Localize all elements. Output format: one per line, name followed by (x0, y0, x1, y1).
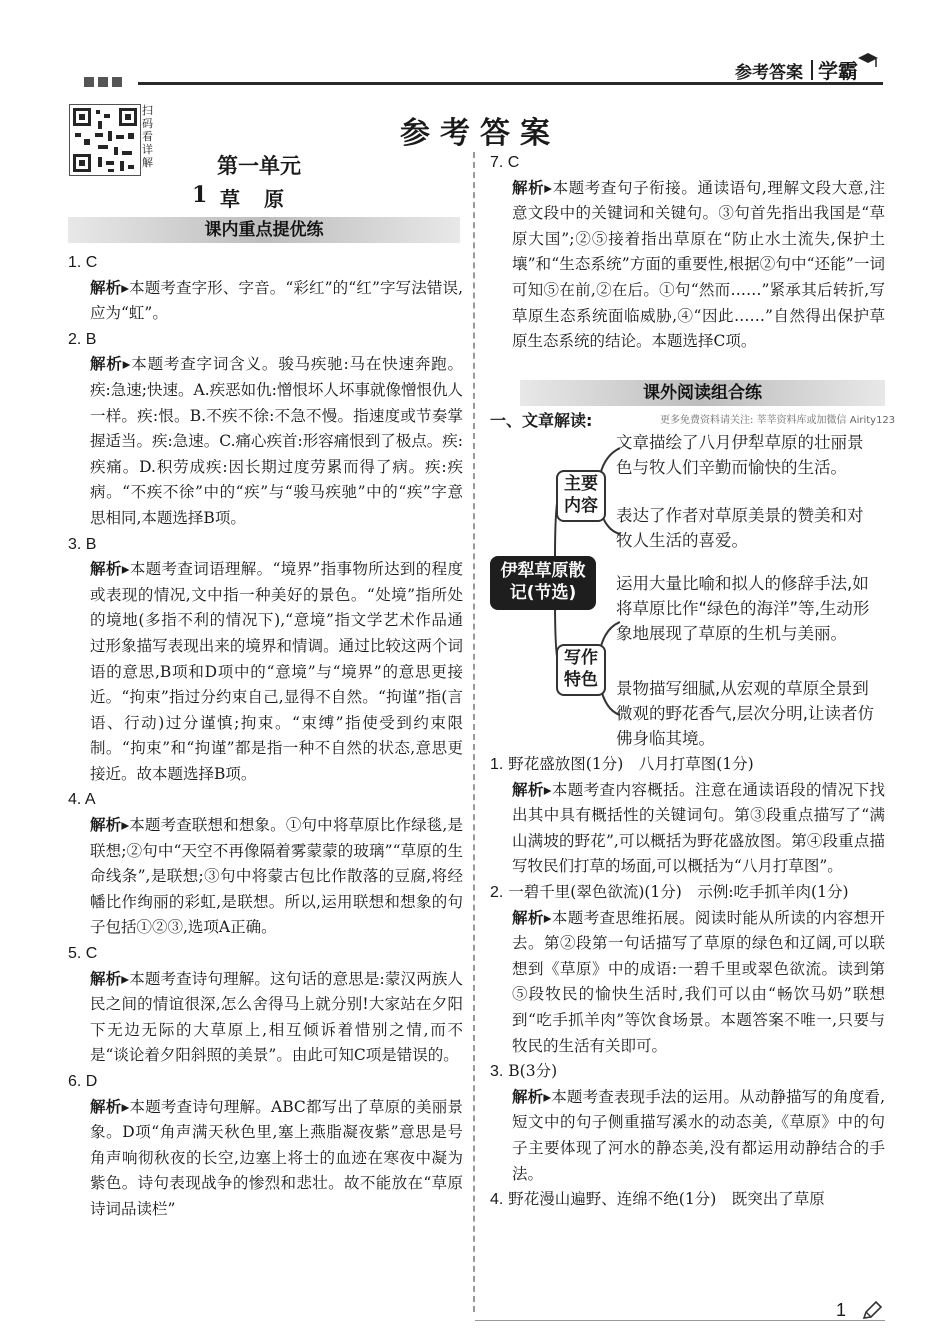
page-title: 参考答案 (400, 116, 560, 151)
lesson-number: 1 (192, 182, 208, 208)
item-number: 1. C (68, 254, 98, 271)
reading-answer-3 (490, 1059, 885, 1187)
answer-text: 野花盛放图(1分) 八月打草图(1分) (508, 755, 754, 773)
mindmap-branch-writing-feature (556, 644, 606, 696)
qr-code[interactable] (69, 104, 141, 176)
pencil-icon (860, 1300, 884, 1326)
answer-text: B(3分) (508, 1062, 558, 1081)
analysis-label: 解析▸ (90, 816, 130, 835)
analysis-text: 本题考查字形、字音。“彩红”的“红”字写法错误,应为“虹”。 (90, 278, 464, 323)
item-number: 3. (490, 1063, 504, 1081)
section-band-extra-reading: 课外阅读组合练 (520, 380, 885, 406)
column-divider (473, 152, 475, 1312)
answer-item-3 (68, 532, 463, 788)
item-number: 5. C (68, 945, 98, 963)
analysis-text: 本题考查词语理解。“境界”指事物所达到的程度或表现的情况,文中指一种美好的景色。“处境”指所处的境地(多指不利的情况下),“意境”指文学艺术作品通过形象描写表现出来的境界和情调。通过比较这两个词语的意思,B项和D项中的“意境”与“境界”的意思更接近。“拘束”指过分约束自己,显得不自然。“拘谨”指(言语、行动)过分谨慎;拘束。“束缚”指使受到约束限制。“拘束”和“拘谨”都是指一种不自然的状态,意思更接近。故本题选择B项。 (90, 560, 463, 783)
mindmap-leaf-2: 表达了作者对草原美景的赞美和对牧人生活的喜爱。 (616, 506, 864, 550)
analysis-label: 解析▸ (512, 908, 552, 927)
mindmap-center (490, 556, 596, 610)
analysis-text: 本题考查字词含义。骏马疾驰:马在快速奔跑。疾:急速;快速。A.疾恶如仇:憎恨坏人坏事就像憎恨仇人一样。疾:恨。B.不疾不徐:不急不慢。指速度或节奏掌握适当。疾:急速。C.痛心疾首:形容痛恨到了极点。疾:疾痛。D.积劳成疾:因长期过度劳累而得了病。疾:疾病。“不疾不徐”中的“疾”与“骏马疾驰”中的“疾”字意思相同,本题选择B项。 (90, 355, 463, 527)
analysis-label: 解析▸ (512, 178, 552, 197)
analysis-text: 本题考查内容概括。注意在通读语段的情况下找出其中具有概括性的关键词句。第③段重点描写了“满山满坡的野花”,可以概括为野花盛放图。第④段重点描写牧民们打草的场面,可以概括为“八月打草图”。 (512, 780, 885, 876)
answer-item-4 (68, 787, 463, 941)
mindmap-leaf-1: 文章描绘了八月伊犁草原的壮丽景色与牧人们辛勤而愉快的生活。 (616, 433, 864, 477)
item-number: 1. (490, 756, 504, 773)
lesson-title: 草 原 (220, 187, 286, 211)
header-divider (811, 60, 813, 80)
analysis-text: 本题考查表现手法的运用。从动静描写的角度看,短文中的句子侧重描写溪水的动态美,《草原》中的句子主要体现了河水的静态美,没有都运用动静结合的手法。 (512, 1087, 886, 1183)
answer-text: 野花漫山遍野、连绵不绝(1分) 既突出了草原 (508, 1190, 825, 1209)
item-number: 6. D (68, 1073, 98, 1090)
answer-item-2 (68, 327, 463, 532)
branch-label: 写作特色 (564, 648, 598, 690)
analysis-text: 本题考查句子衔接。通读语句,理解文段大意,注意文段中的关键词和关键句。③句首先指出我国是“草原大国”;②⑤接着指出草原在“防止水土流失,保护土壤”和“生态系统”方面的重要性,根据②句中“还能”一词可知⑤在前,②在后。①句“然而……”紧承其后转折,写草原生态系统面临威胁,④“因此……”自然得出保护草原生态系统的结论。本题选择C项。 (512, 178, 886, 351)
item-number: 7. C (490, 154, 520, 171)
header-section-label: 参考答案 (735, 63, 803, 83)
mindmap-leaf-4: 景物描写细腻,从宏观的草原全景到微观的野花香气,层次分明,让读者仿佛身临其境。 (616, 679, 874, 748)
unit-title: 第一单元 (217, 154, 301, 178)
analysis-label: 解析▸ (90, 560, 130, 579)
analysis-text: 本题考查诗句理解。ABC都写出了草原的美丽景象。D项“角声满天秋色里,塞上燕脂凝夜紫”意思是号角声响彻秋夜的长空,边塞上将士的血迹在寒夜中凝为紫色。诗句表现战争的惨烈和悲壮。故不能放在“草原诗词品读栏” (90, 1097, 463, 1218)
analysis-label: 解析▸ (90, 1097, 130, 1116)
right-column-top (490, 150, 885, 355)
analysis-label: 解析▸ (512, 1087, 552, 1106)
reading-answer-1 (490, 752, 885, 880)
analysis-text: 本题考查思维拓展。阅读时能从所读的内容想开去。第②段第一句话描写了草原的绿色和辽阔,可以联想到《草原》中的成语:一碧千里或翠色欲流。读到第⑤段牧民的愉快生活时,我们可以由“畅饮马奶”联想到“吃手抓羊肉”等饮食场景。本题答案不唯一,只要与牧民的生活有关即可。 (512, 908, 885, 1055)
graduation-cap-icon (856, 50, 880, 74)
left-column (68, 250, 463, 1223)
analysis-label: 解析▸ (512, 780, 552, 799)
reading-answer-4 (490, 1187, 885, 1213)
page-number: 1 (836, 1300, 847, 1320)
item-number: 3. B (68, 535, 97, 553)
item-number: 4. (490, 1191, 504, 1209)
reading-heading: 一、文章解读: (490, 411, 593, 430)
analysis-label: 解析▸ (90, 969, 130, 988)
footer-rule (475, 1320, 885, 1321)
answer-item-6 (68, 1069, 463, 1223)
analysis-text: 本题考查联想和想象。①句中将草原比作绿毯,是联想;②句中“天空不再像隔着雾蒙蒙的玻璃”“草原的生命线条”,是联想;③句中将蒙古包比作散落的豆腐,将经幡比作绚丽的彩虹,是联想。所以,运用联想和想象的句子包括①②③,选项A正确。 (90, 816, 464, 937)
item-number: 2. B (68, 330, 97, 348)
item-number: 4. A (68, 791, 96, 809)
mindmap-leaf-3: 运用大量比喻和拟人的修辞手法,如将草原比作“绿色的海洋”等,生动形象地展现了草原的生机与美丽。 (616, 574, 870, 643)
header-decoration (84, 72, 126, 91)
answer-item-1 (68, 250, 463, 327)
mindmap-branch-main-content (556, 470, 606, 522)
reading-answer-2 (490, 880, 885, 1059)
watermark-text: 更多免费资料请关注: 莘莘资料库或加微信 Airity123 (660, 415, 896, 426)
answer-item-5 (68, 941, 463, 1069)
branch-label: 主要内容 (564, 474, 598, 516)
analysis-label: 解析▸ (90, 278, 130, 297)
right-column-bottom (490, 752, 885, 1213)
mindmap-center-label: 伊犁草原散记(节选) (500, 561, 586, 603)
analysis-text: 本题考查诗句理解。这句话的意思是:蒙汉两族人民之间的情谊很深,怎么舍得马上就分别!大家站在夕阳下无边无际的大草原上,相互倾诉着惜别之情,而不是“谈论着夕阳斜照的美景”。由此可知C项是错误的。 (90, 969, 463, 1065)
analysis-label: 解析▸ (90, 355, 131, 374)
brand-logo: 学霸 (818, 59, 858, 83)
qr-caption: 扫码看详解 (142, 104, 153, 169)
section-band-in-class: 课内重点提优练 (68, 217, 460, 243)
answer-text: 一碧千里(翠色欲流)(1分) 示例:吃手抓羊肉(1分) (508, 882, 849, 901)
item-number: 2. (490, 883, 504, 901)
